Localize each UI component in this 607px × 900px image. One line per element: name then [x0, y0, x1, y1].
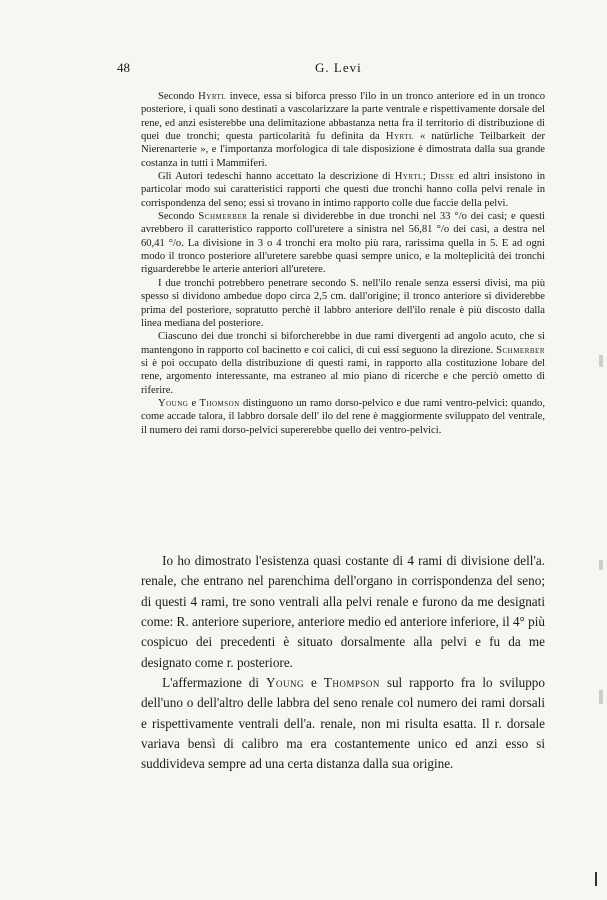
margin-bleed-mark — [599, 560, 603, 570]
margin-bleed-mark — [599, 355, 603, 367]
paragraph-schmerber: Secondo Schmerber la renale si dividerebbe in due tronchi nel 33 °/o dei casi; e questi avrebbero il caratteristico rapporto coll'uretere a sinistra nel 56,81 °/o dei casi, a destra nel 60,41 °/o. La divisione in 3 o 4 tronchi era molto più rara, rarissima quella in 5. E ad ogni modo il tronco posteriore all'uretere sarebbe quasi sempre unico, e la molteplicità dei tronchi riguarderebbe le arterie anteriori all'uretere. — [141, 211, 545, 276]
running-header — [0, 60, 607, 80]
margin-bleed-mark — [599, 690, 603, 704]
paragraph-young-thomson: Young e Thomson distinguono un ramo dorso-pelvico e due rami ventro-pelvici: quando, come accade talora, il labbro dorsale dell' ilo del rene è maggiormente sviluppato del ventrale, il numero dei rami dorso-pelvici supererebbe quello dei ventro-pelvici. — [141, 397, 545, 436]
margin-edge-mark — [595, 872, 597, 886]
paragraph-two-trunks: I due tronchi potrebbero penetrare secondo S. nell'ilo renale senza essersi divisi, ma più spesso si dividono ambedue dopo circa 2,5 cm. dall'origine; il tronco anteriore si dividerebbe prima del posteriore, sopratutto perchè il labbro anteriore dell'ilo renale è più discosto dalla linea mediana del posteriore. — [141, 277, 545, 329]
paragraph-young-thompson: L'affermazione di Young e Thompson sul rapporto fra lo sviluppo dell'uno o dell'altro delle labbra del seno renale col numero dei rami dorsali e rispettivamente ventrali dell'a. renale, non mi risulta esatta. Il r. dorsale variava bensì di calibro ma era costantemente unico ed anzi esso si suddivideva sempre ad una certa distanza dalla sua origine. — [141, 675, 545, 772]
paragraph-german-authors: Gli Autori tedeschi hanno accettato la descrizione di Hyrtl; Disse ed altri insistono in particolar modo sui caratteristici rapporti che questi due tronchi hanno colla pelvi renale in corrispondenza del seno; essi si trovano in intimo rapporto colle due faccie della pelvi. — [141, 171, 546, 209]
running-head-author: G. Levi — [315, 60, 362, 75]
paragraph-author-findings: Io ho dimostrato l'esistenza quasi costante di 4 rami di divisione dell'a. renale, che entrano nel parenchima dell'organo in corrispondenza del seno; di questi 4 rami, tre sono ventrali alla pelvi renale e furono da me designati come: R. anteriore superiore, anteriore medio ed anteriore inferiore, il 4° più cospicuo dei precedenti è situato dorsalmente alla pelvi e fu da me designato come r. posteriore. — [141, 553, 545, 670]
paragraph-bifurcation: Ciascuno dei due tronchi si biforcherebbe in due rami divergenti ad angolo acuto, che si mantengono in rapporto col bacinetto e coi calici, di cui essi seguono la direzione. Schmerber si è poi occupato della distribuzione di questi rami, in rapporto alla costituzione lobare del rene, argomento interessante, ma estraneo al mio piano di ricerche e che perciò ometto di riferire. — [141, 331, 545, 396]
page-number: 48 — [117, 60, 130, 75]
small-print-section — [141, 90, 545, 437]
main-text-section — [141, 551, 545, 775]
paragraph-hyrtl: Secondo Hyrtl invece, essa si biforca presso l'ilo in un tronco anteriore ed in un tronco posteriore, i quali sono destinati a vascolarizzare la parte ventrale e rispettivamente dorsale del rene, ed anzi esisterebbe una delimitazione abbastanza netta fra il territorio di distribuzione di quei due tronchi; questa particolarità fu definita da Hyrtl « natürliche Teilbarkeit der Nierenarterie », e l'importanza morfologica di tale disposizione è dimostrata dalla sua grande costanza in tutti i Mammiferi. — [141, 91, 545, 169]
